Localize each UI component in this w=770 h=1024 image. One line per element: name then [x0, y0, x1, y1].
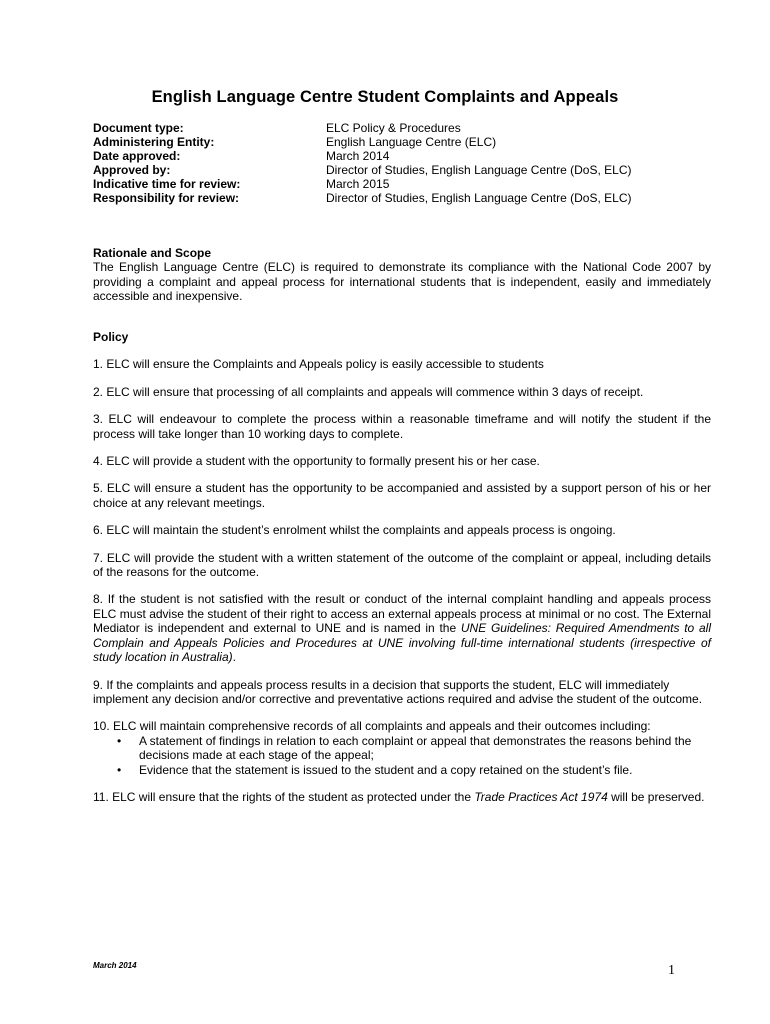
metadata-value: Director of Studies, English Language Centre (DoS, ELC): [326, 191, 632, 205]
policy-section: [93, 330, 711, 817]
policy-item-10-text: 10. ELC will maintain comprehensive records of all complaints and appeals and their outcomes including:: [93, 719, 651, 734]
policy-item: 7. ELC will provide the student with a written statement of the outcome of the complaint or appeal, including details of the reasons for the outcome.: [93, 550, 711, 580]
metadata-row: [93, 149, 632, 163]
metadata-key: Responsibility for review:: [93, 191, 240, 205]
policy-item-11: [93, 790, 711, 804]
policy-item-9: 9. If the complaints and appeals process results in a decision that supports the student, ELC will immediately implement any decision and/or corrective and preventative actions required and advise the student of the outcome.: [93, 677, 703, 706]
metadata-key: Date approved:: [93, 149, 181, 163]
metadata-row: [93, 163, 632, 177]
une-guidelines-reference: UNE Guidelines: Required Amendments to all Complain and Appeals Policies and Procedures at UNE involving full-time international students (irrespective of study location in Australia): [93, 621, 711, 665]
policy-heading: Policy: [93, 330, 129, 344]
footer-date: March 2014: [93, 961, 137, 970]
metadata-value: English Language Centre (ELC): [326, 135, 497, 149]
bullet-icon: •: [117, 762, 122, 777]
rationale-text: The English Language Centre (ELC) is required to demonstrate its compliance with the National Code 2007 by providing a complaint and appeal process for international students that is independent, easily and immediately accessible and inexpensive.: [93, 260, 711, 304]
policy-item: 5. ELC will ensure a student has the opportunity to be accompanied and assisted by a support person of his or her choice at any relevant meetings.: [93, 481, 711, 510]
metadata-value: Director of Studies, English Language Centre (DoS, ELC): [326, 163, 632, 177]
policy-item-11-tail: will be preserved.: [607, 789, 705, 804]
policy-item-8: [93, 592, 711, 664]
metadata-row: [93, 191, 632, 205]
metadata-value: March 2015: [326, 177, 390, 191]
policy-item: 1. ELC will ensure the Complaints and Appeals policy is easily accessible to students: [93, 357, 544, 372]
trade-practices-act-reference: Trade Practices Act 1974: [474, 789, 608, 804]
policy-item-8-text: 8. If the student is not satisfied with the result or conduct of the internal complaint handling and appeals process ELC must advise the student of their right to access an external appeals process at minimal or no cost. The External Mediator is independent and external to UNE and is named in the: [93, 592, 711, 636]
metadata-row: [93, 135, 632, 149]
records-bullet-list: [93, 734, 711, 777]
policy-item-10: [93, 719, 711, 777]
metadata-key: Approved by:: [93, 163, 171, 177]
metadata-key: Document type:: [93, 121, 184, 135]
bullet-icon: •: [117, 733, 122, 748]
document-metadata-table: [93, 121, 632, 205]
bullet-text: A statement of findings in relation to each complaint or appeal that demonstrates the reasons behind the decisions made at each stage of the appeal;: [139, 733, 692, 763]
policy-item-8-tail: .: [232, 650, 236, 665]
metadata-value: ELC Policy & Procedures: [326, 121, 461, 135]
metadata-key: Administering Entity:: [93, 135, 215, 149]
policy-item: 3. ELC will endeavour to complete the process within a reasonable timeframe and will notify the student if the process will take longer than 10 working days to complete.: [93, 412, 711, 441]
policy-item: 4. ELC will provide a student with the opportunity to formally present his or her case.: [93, 454, 540, 469]
rationale-section: [93, 246, 711, 304]
metadata-value: March 2014: [326, 149, 390, 163]
metadata-key: Indicative time for review:: [93, 177, 241, 191]
metadata-row: [93, 177, 632, 191]
policy-item: 6. ELC will maintain the student’s enrolment whilst the complaints and appeals process is ongoing.: [93, 523, 616, 538]
policy-item-11-text: 11. ELC will ensure that the rights of the student as protected under the: [93, 789, 475, 804]
rationale-heading: Rationale and Scope: [93, 246, 212, 260]
page-number: 1: [668, 963, 675, 978]
metadata-row: [93, 121, 632, 135]
document-title: English Language Centre Student Complaints and Appeals: [151, 88, 619, 106]
bullet-text: Evidence that the statement is issued to the student and a copy retained on the student’s file.: [139, 762, 633, 777]
policy-item: 2. ELC will ensure that processing of all complaints and appeals will commence within 3 days of receipt.: [93, 384, 644, 399]
bullet-item: [93, 763, 711, 777]
bullet-item: [93, 734, 711, 763]
